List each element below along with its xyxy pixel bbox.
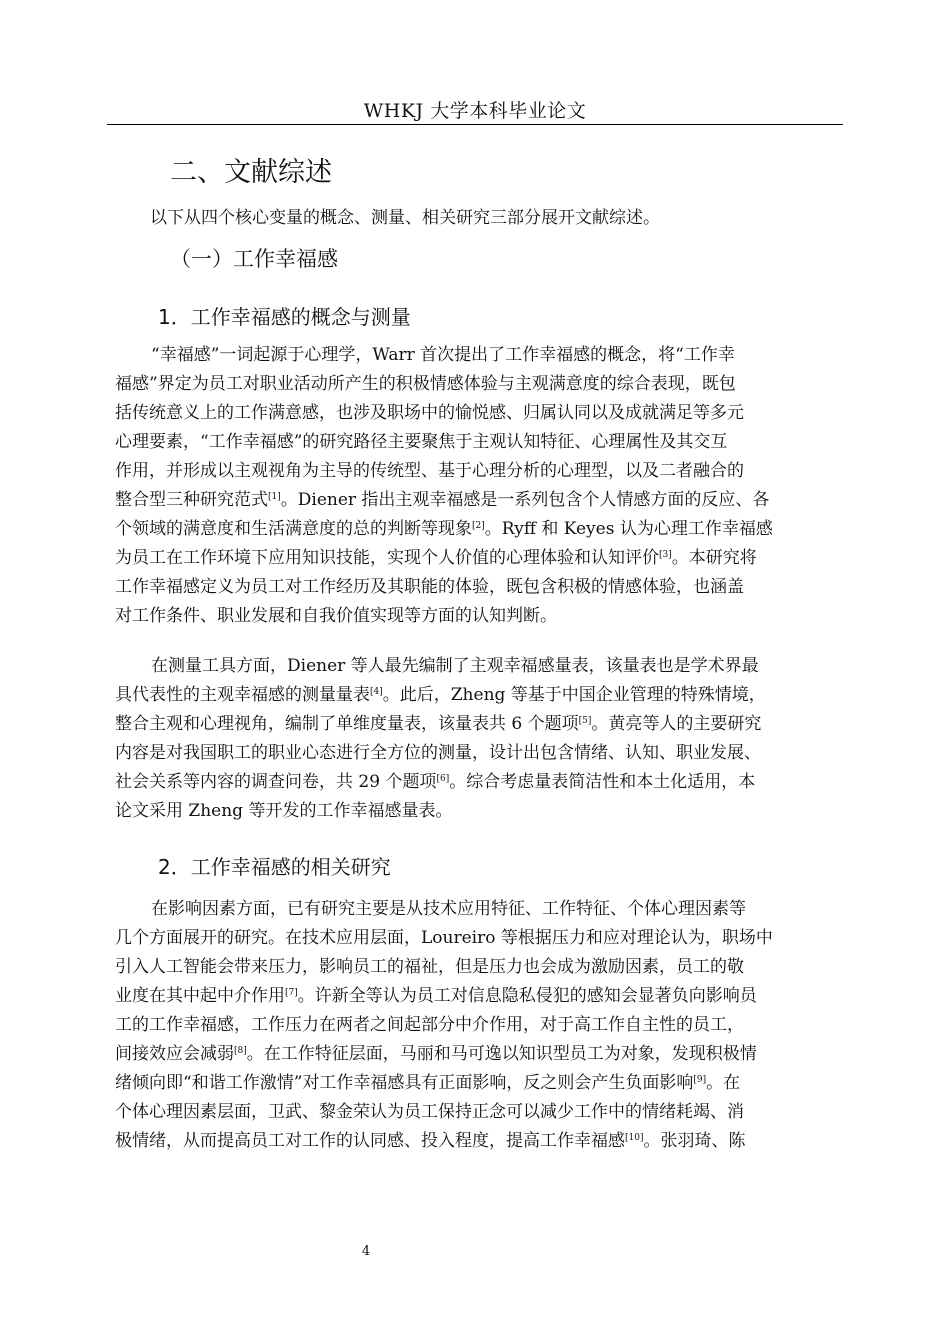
citation-ref: [2] (472, 521, 485, 531)
text-line: 具代表性的主观幸福感的测量量表[4]。此后，Zheng 等基于中国企业管理的特殊情境， (115, 685, 766, 705)
page-number: 4 (361, 1244, 371, 1259)
text-line: 业度在其中起中介作用[7]。许新全等认为员工对信息隐私侵犯的感知会显著负向影响员 (115, 986, 757, 1006)
text-line: 工的工作幸福感，工作压力在两者之间起部分中介作用，对于高工作自主性的员工， (115, 1015, 744, 1035)
text-line: 间接效应会减弱[8]。在工作特征层面，马丽和马可逸以知识型员工为对象，发现积极情 (115, 1044, 757, 1064)
citation-ref: [6] (436, 774, 450, 784)
text-line: 括传统意义上的工作满意感，也涉及职场中的愉悦感、归属认同以及成就满足等多元 (115, 403, 744, 423)
citation-ref: [8] (234, 1046, 247, 1056)
citation-ref: [5] (578, 716, 592, 726)
sub2-paragraph-1 (115, 895, 840, 1156)
text-line: 为员工在工作环境下应用知识技能，实现个人价值的心理体验和认知评价[3]。本研究将 (115, 548, 757, 568)
sub2-heading: 2．工作幸福感的相关研究 (158, 855, 391, 879)
text-line: 心理要素，“工作幸福感”的研究路径主要聚焦于主观认知特征、心理属性及其交互 (115, 432, 728, 452)
text-line: 内容是对我国职工的职业心态进行全方位的测量，设计出包含情绪、认知、职业发展、 (115, 743, 761, 763)
citation-ref: [4] (370, 687, 383, 697)
citation-ref: [3] (659, 550, 672, 560)
citation-ref: [1] (268, 492, 281, 502)
sub1-heading: 1．工作幸福感的概念与测量 (158, 305, 411, 329)
text-line: 福感”界定为员工对职业活动所产生的积极情感体验与主观满意度的综合表现，既包 (115, 374, 736, 394)
citation-ref: [10] (625, 1133, 644, 1143)
section-title: 二、文献综述 (170, 157, 332, 188)
citation-ref: [7] (285, 988, 298, 998)
text-line: 工作幸福感定义为员工对工作经历及其职能的体验，既包含积极的情感体验，也涵盖 (115, 577, 744, 597)
subsection-title: （一）工作幸福感 (170, 247, 338, 271)
text-line: 绪倾向即“和谐工作激情”对工作幸福感具有正面影响，反之则会产生负面影响[9]。在 (115, 1073, 741, 1093)
text-line: 整合主观和心理视角，编制了单维度量表，该量表共 6 个题项[5]。黄亮等人的主要研究 (115, 714, 762, 734)
text-line: 作用，并形成以主观视角为主导的传统型、基于心理分析的心理型，以及二者融合的 (115, 461, 744, 481)
text-line: 在影响因素方面，已有研究主要是从技术应用特征、工作特征、个体心理因素等 (151, 899, 746, 919)
text-line: 个领域的满意度和生活满意度的总的判断等现象[2]。Ryff 和 Keyes 认为心理工作幸福感 (115, 519, 773, 539)
text-line: 极情绪，从而提高员工对工作的认同感、投入程度，提高工作幸福感[10]。张羽琦、陈 (115, 1131, 746, 1151)
sub1-paragraph-1 (115, 341, 840, 631)
text-line: 对工作条件、职业发展和自我价值实现等方面的认知判断。 (115, 606, 557, 626)
section-intro: 以下从四个核心变量的概念、测量、相关研究三部分展开文献综述。 (150, 208, 660, 228)
header-rule (107, 124, 843, 125)
sub1-paragraph-2 (115, 652, 840, 826)
text-line: 论文采用 Zheng 等开发的工作幸福感量表。 (115, 801, 453, 821)
text-line: 整合型三种研究范式[1]。Diener 指出主观幸福感是一系列包含个人情感方面的反应、各 (115, 490, 770, 510)
text-line: “幸福感”一词起源于心理学，Warr 首次提出了工作幸福感的概念，将“工作幸 (151, 345, 735, 365)
text-line: 个体心理因素层面，卫武、黎金荣认为员工保持正念可以减少工作中的情绪耗竭、消 (115, 1102, 744, 1122)
text-line: 几个方面展开的研究。在技术应用层面，Loureiro 等根据压力和应对理论认为，职场中 (115, 928, 773, 948)
text-line: 引入人工智能会带来压力，影响员工的福祉，但是压力也会成为激励因素，员工的敬 (115, 957, 744, 977)
text-line: 在测量工具方面，Diener 等人最先编制了主观幸福感量表，该量表也是学术界最 (151, 656, 759, 676)
page-header: WHKJ 大学本科毕业论文 (363, 100, 587, 122)
text-line: 社会关系等内容的调查问卷，共 29 个题项[6]。综合考虑量表简洁性和本土化适用，本 (115, 772, 756, 792)
citation-ref: [9] (693, 1075, 707, 1085)
